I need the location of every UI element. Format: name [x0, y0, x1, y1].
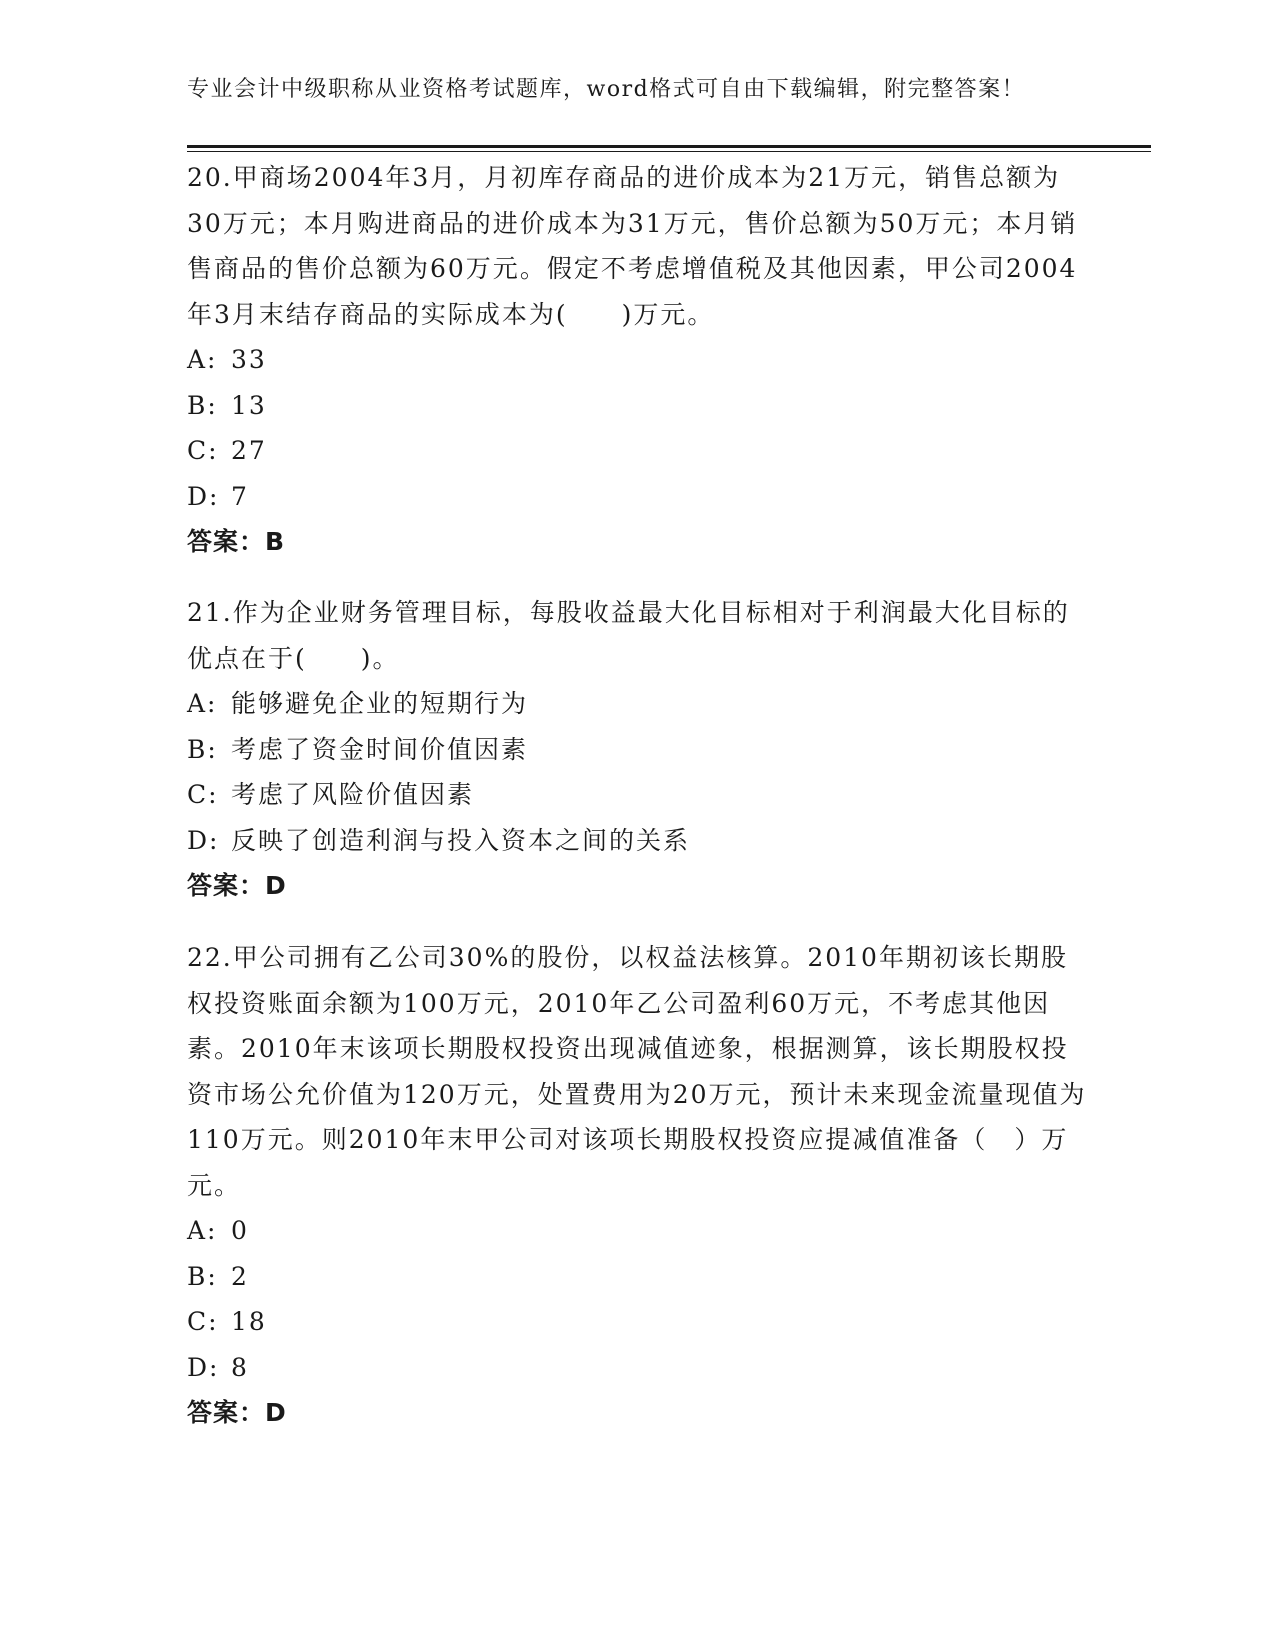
question-stem: 20.甲商场2004年3月，月初库存商品的进价成本为21万元，销售总额为30万元；本月购进商品的进价成本为31万元，售价总额为50万元；本月销售商品的售价总额为60万元。假定不考虑增值税及其他因素，甲公司2004年3月末结存商品的实际成本为( )万元。 — [187, 163, 1078, 329]
option-text: 18 — [231, 1307, 267, 1336]
option-a — [187, 1208, 1087, 1254]
page-header: 专业会计中级职称从业资格考试题库，word格式可自由下载编辑，附完整答案！ — [187, 77, 1026, 102]
question-22 — [187, 935, 1087, 1436]
option-letter: D: — [187, 481, 220, 511]
option-letter: C: — [187, 780, 219, 809]
question-21 — [187, 590, 1087, 909]
question-20 — [187, 155, 1087, 565]
option-letter: A: — [187, 689, 218, 718]
option-letter: A: — [187, 345, 218, 374]
option-text: 8 — [231, 1352, 249, 1382]
option-b — [187, 383, 1087, 429]
option-text: 考虑了资金时间价值因素 — [231, 734, 529, 764]
option-a — [187, 337, 1087, 383]
option-c — [187, 772, 1087, 818]
option-text: 能够避免企业的短期行为 — [231, 689, 529, 718]
option-letter: D: — [187, 825, 220, 855]
option-letter: B: — [187, 1261, 218, 1291]
option-letter: B: — [187, 390, 218, 420]
option-text: 考虑了风险价值因素 — [231, 780, 475, 809]
answer: 答案：B — [187, 527, 286, 556]
option-letter: A: — [187, 1216, 218, 1245]
option-letter: C: — [187, 1307, 219, 1336]
option-letter: D: — [187, 1352, 220, 1382]
question-stem: 21.作为企业财务管理目标，每股收益最大化目标相对于利润最大化目标的优点在于( )。 — [187, 598, 1070, 673]
option-text: 2 — [231, 1261, 249, 1291]
option-a — [187, 681, 1087, 727]
question-stem: 22.甲公司拥有乙公司30%的股份，以权益法核算。2010年期初该长期股权投资账面余额为100万元，2010年乙公司盈利60万元，不考虑其他因素。2010年末该项长期股权投资出现减值迹象，根据测算，该长期股权投资市场公允价值为120万元，处置费用为20万元，预计未来现金流量现值为110万元。则2010年末甲公司对该项长期股权投资应提减值准备（ ）万元。 — [187, 943, 1087, 1200]
header-rule-thick — [187, 145, 1151, 148]
header-rule-thin — [187, 151, 1151, 152]
option-text: 7 — [231, 481, 249, 511]
answer: 答案：D — [187, 1398, 287, 1427]
option-b — [187, 727, 1087, 773]
option-letter: C: — [187, 436, 219, 465]
option-d — [187, 1345, 1087, 1391]
option-text: 27 — [231, 436, 267, 465]
option-d — [187, 474, 1087, 520]
option-c — [187, 428, 1087, 474]
option-text: 13 — [231, 390, 267, 420]
option-text: 反映了创造利润与投入资本之间的关系 — [231, 825, 691, 855]
option-letter: B: — [187, 734, 218, 764]
answer: 答案：D — [187, 871, 287, 900]
option-d — [187, 818, 1087, 864]
option-text: 33 — [231, 345, 267, 374]
option-text: 0 — [231, 1216, 249, 1245]
option-c — [187, 1299, 1087, 1345]
option-b — [187, 1254, 1087, 1300]
